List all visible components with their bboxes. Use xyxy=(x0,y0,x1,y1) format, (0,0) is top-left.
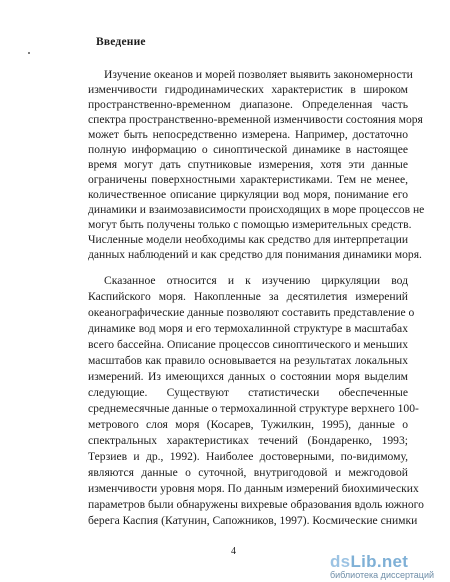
text-line: являются данные о суточной, внутригодовой и межгодовой xyxy=(88,466,408,479)
text-line: ограничены поверхностными характеристиками. Тем не менее, xyxy=(88,173,408,186)
text-line: динамике вод моря и его термохалинной структуре в масштабах xyxy=(88,322,408,335)
text-line: полную информацию о синоптической динамике в настоящее xyxy=(88,143,408,156)
text-line: масштабов как правило основывается на результатах локальных xyxy=(88,354,408,367)
margin-mark xyxy=(28,52,30,54)
section-heading: Введение xyxy=(96,36,146,48)
text-line: спектральных характеристиках течений (Бондаренко, 1993; xyxy=(88,434,408,447)
text-line: метрового слоя моря (Косарев, Тужилкин, 1995), данные о xyxy=(88,418,408,431)
watermark-brand-rest: Lib.net xyxy=(350,552,409,571)
text-line: среднемесячные данные о термохалинной структуре верхнего 100- xyxy=(88,402,419,415)
text-line: спектра пространственно-временной изменчивости состояния моря xyxy=(88,113,423,126)
text-line: Терзиев и др., 1992). Наиболее достоверными, по-видимому, xyxy=(88,450,408,463)
text-line: время могут дать спутниковые измерения, хотя эти данные xyxy=(88,158,408,171)
text-line: изменчивости уровня моря. По данным измерений биохимических xyxy=(88,482,419,495)
text-line: параметров были обнаружены вихревые образования вдоль южного xyxy=(88,498,424,511)
text-line: Сказанное относится и к изучению циркуляции вод xyxy=(104,274,408,287)
watermark-brand xyxy=(330,552,408,572)
text-line: данных наблюдений и как средство для понимания динамики моря. xyxy=(88,248,422,261)
text-line: динамики и взаимозависимости происходящих в море процессов не xyxy=(88,203,425,216)
text-line: пространственно-временном диапазоне. Определенная часть xyxy=(88,98,408,111)
text-line: количественное описание циркуляции вод моря, понимание его xyxy=(88,188,408,201)
watermark-logo xyxy=(330,552,446,580)
watermark-subtitle: библиотека диссертаций xyxy=(330,570,435,580)
text-line: может быть непосредственно измерена. Например, достаточно xyxy=(88,128,408,141)
watermark-brand-ds: ds xyxy=(330,552,351,571)
page-number: 4 xyxy=(231,546,236,557)
text-line: могут быть получены только с помощью измерительных средств. xyxy=(88,218,412,231)
text-line: берега Каспия (Катунин, Сапожников, 1997). Космические снимки xyxy=(88,514,418,527)
text-line: измерений. Из имеющихся данных о состоянии моря выделим xyxy=(88,370,408,383)
text-line: следующие. Существуют статистически обеспеченные xyxy=(88,386,408,399)
text-line: океанографические данные позволяют составить представление о xyxy=(88,306,415,319)
text-line: Каспийского моря. Накопленные за десятилетия измерений xyxy=(88,290,408,303)
text-line: изменчивости гидродинамических характеристик в широком xyxy=(88,83,408,96)
text-line: всего бассейна. Описание процессов синоптического и меньших xyxy=(88,338,408,351)
text-line: Изучение океанов и морей позволяет выявить закономерности xyxy=(104,68,413,81)
text-line: Численные модели необходимы как средство для интерпретации xyxy=(88,233,409,246)
